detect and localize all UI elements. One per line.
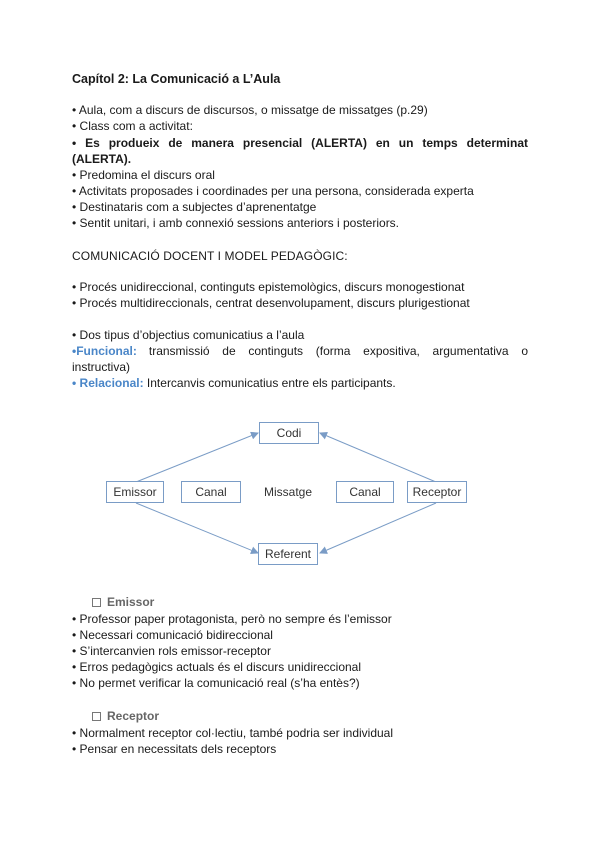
alert-line-cont: (ALERTA).: [72, 152, 132, 166]
missatge-label: Missatge: [258, 481, 318, 503]
canal-right-box: Canal: [336, 481, 394, 503]
model-item: • Procés unidireccional, continguts epistemològics, discurs monogestionat: [72, 280, 465, 294]
intro-item: • Activitats proposades i coordinades per una persona, considerada experta: [72, 184, 474, 198]
page-title: Capítol 2: La Comunicació a L’Aula: [72, 72, 281, 86]
emissor-heading: [92, 595, 154, 609]
emissor-item: • Erros pedagògics actuals és el discurs unidireccional: [72, 660, 362, 674]
model-item: • Procés multidireccionals, centrat desenvolupament, discurs plurigestionat: [72, 296, 470, 310]
referent-box: Referent: [258, 543, 318, 565]
relacional-bullet: •: [72, 376, 77, 390]
funcional-bullet: •: [72, 344, 77, 358]
codi-box: Codi: [259, 422, 319, 444]
intro-item: • Aula, com a discurs de discursos, o missatge de missatges (p.29): [72, 103, 428, 117]
relacional-label: Relacional:: [79, 376, 144, 390]
checkbox-icon: [92, 712, 101, 721]
intro-item: • Sentit unitari, i amb connexió sessions anteriors i posteriors.: [72, 216, 400, 230]
funcional-text-cont: instructiva): [72, 360, 131, 374]
checkbox-icon: [92, 598, 101, 607]
alert-line: • Es produeix de manera presencial (ALERTA) en un temps determinat: [72, 136, 528, 150]
emissor-item: • No permet verificar la comunicació real (s’ha entès?): [72, 676, 360, 690]
emissor-box: Emissor: [106, 481, 164, 503]
section-heading: COMUNICACIÓ DOCENT I MODEL PEDAGÒGIC:: [72, 249, 348, 263]
receptor-heading: [92, 709, 159, 723]
emissor-heading-label: Emissor: [107, 595, 155, 609]
funcional-label: Funcional:: [76, 344, 137, 358]
receptor-box: Receptor: [407, 481, 467, 503]
intro-item: • Predomina el discurs oral: [72, 168, 215, 182]
receptor-item: • Pensar en necessitats dels receptors: [72, 742, 277, 756]
arrow-emissor-codi: [136, 433, 258, 482]
objectives-intro: • Dos tipus d’objectius comunicatius a l’aula: [72, 328, 305, 342]
relacional-text: Intercanvis comunicatius entre els participants.: [146, 376, 396, 390]
emissor-item: • S’intercanvien rols emissor-receptor: [72, 644, 271, 658]
emissor-item: • Professor paper protagonista, però no sempre és l’emissor: [72, 612, 392, 626]
arrow-receptor-referent: [320, 503, 436, 553]
emissor-item: • Necessari comunicació bidireccional: [72, 628, 273, 642]
canal-left-box: Canal: [181, 481, 241, 503]
arrow-emissor-referent: [136, 503, 258, 553]
receptor-item: • Normalment receptor col·lectiu, també podria ser individual: [72, 726, 394, 740]
intro-item: • Class com a activitat:: [72, 119, 193, 133]
arrow-receptor-codi: [320, 433, 436, 482]
receptor-heading-label: Receptor: [107, 709, 160, 723]
intro-item: • Destinataris com a subjectes d’aprenentatge: [72, 200, 317, 214]
funcional-text: transmissió de continguts (forma expositiva, argumentativa o: [148, 344, 528, 358]
